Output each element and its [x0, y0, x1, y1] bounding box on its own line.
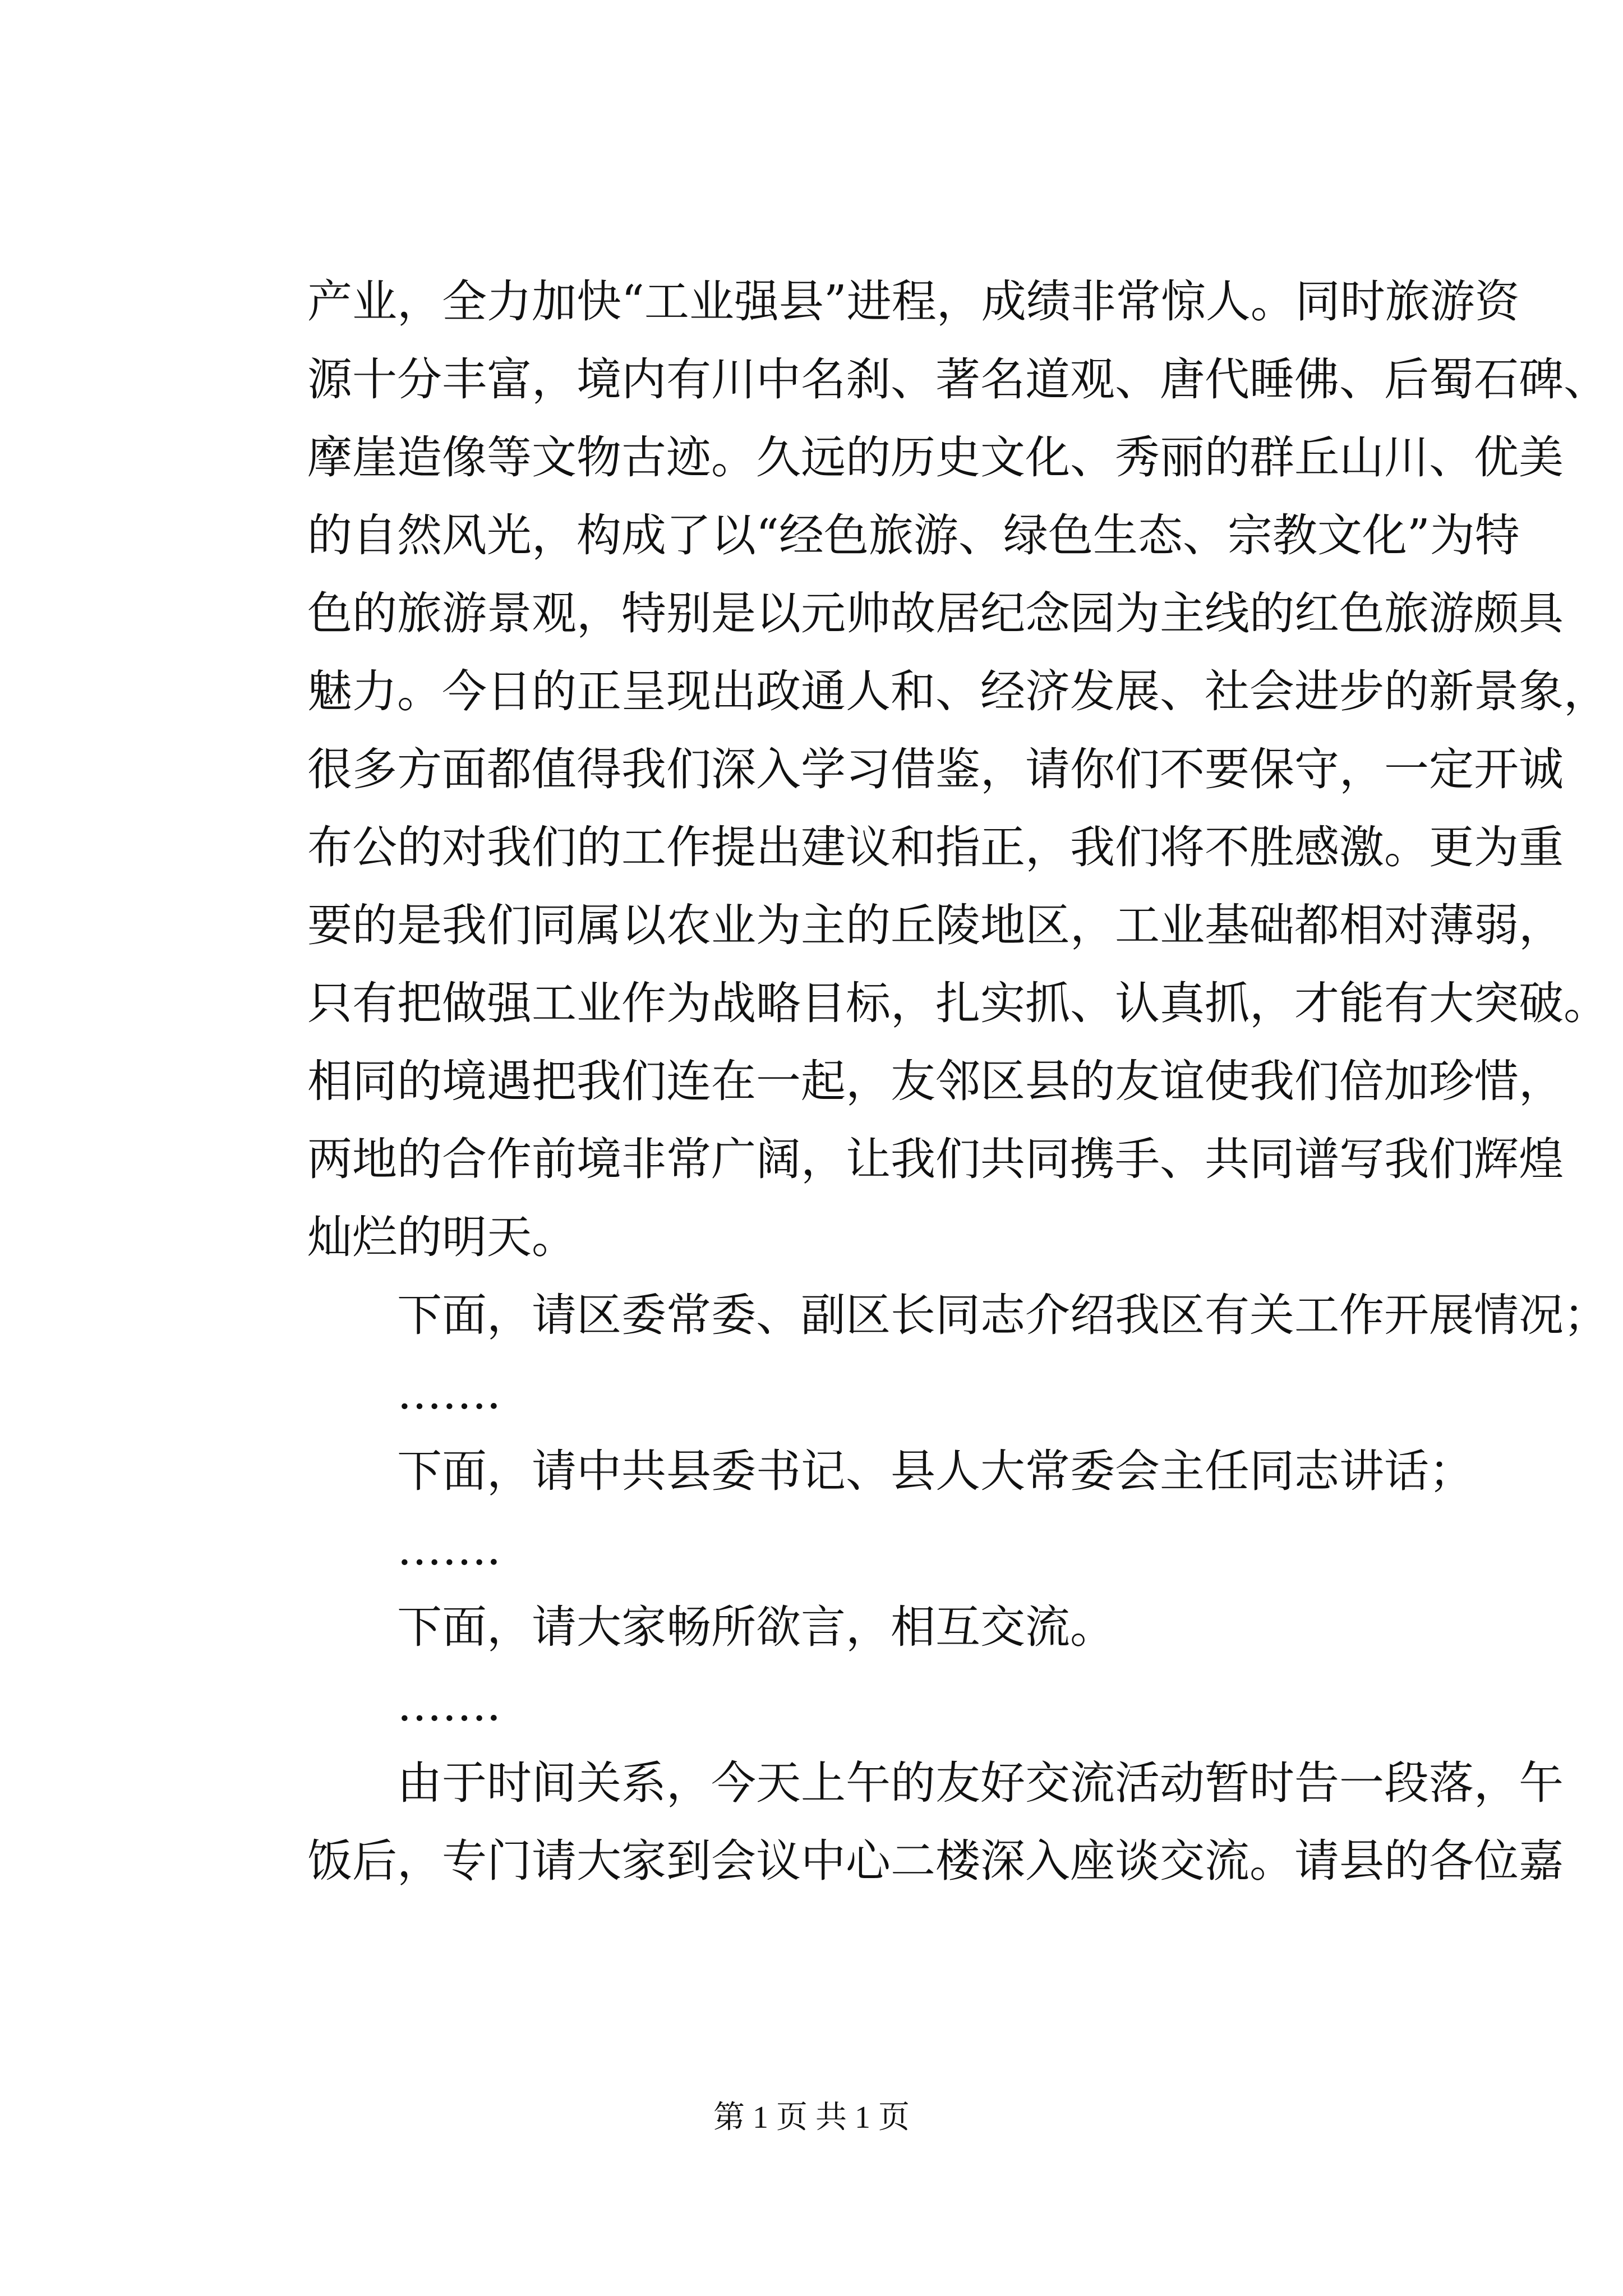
body-line: 布公的对我们的工作提出建议和指正，我们将不胜感激。更为重: [307, 821, 1564, 873]
body-line: 下面，请区委常委、副区长同志介绍我区有关工作开展情况；: [307, 1289, 1608, 1341]
body-line: 下面，请大家畅所欲言，相互交流。: [307, 1601, 1115, 1653]
body-line: 产业，全力加快“工业强县”进程，成绩非常惊人。同时旅游资: [307, 275, 1520, 328]
body-line: 魅力。今日的正呈现出政通人和、经济发展、社会进步的新景象，: [307, 665, 1608, 717]
body-line: 两地的合作前境非常广阔，让我们共同携手、共同谱写我们辉煌: [307, 1133, 1564, 1185]
body-line: 由于时间关系，今天上午的友好交流活动暂时告一段落，午: [307, 1757, 1564, 1809]
body-line: 饭后，专门请大家到会议中心二楼深入座谈交流。请县的各位嘉: [307, 1835, 1564, 1887]
body-line: 源十分丰富，境内有川中名刹、著名道观、唐代睡佛、后蜀石碑、: [307, 353, 1608, 406]
body-line: ……．: [307, 1523, 532, 1575]
body-line: 色的旅游景观，特别是以元帅故居纪念园为主线的红色旅游颇具: [307, 587, 1564, 639]
page-footer: [0, 2098, 1623, 2137]
body-line: 灿烂的明天。: [307, 1211, 577, 1263]
document-body: [307, 263, 1608, 1900]
body-line: 下面，请中共县委书记、县人大常委会主任同志讲话；: [307, 1445, 1474, 1497]
body-line: ……．: [307, 1367, 532, 1419]
body-line: ……．: [307, 1679, 532, 1731]
body-line: 相同的境遇把我们连在一起，友邻区县的友谊使我们倍加珍惜，: [307, 1055, 1564, 1107]
body-line: 的自然风光，构成了以“经色旅游、绿色生态、宗教文化”为特: [307, 509, 1520, 562]
body-line: 摩崖造像等文物古迹。久远的历史文化、秀丽的群丘山川、优美: [307, 431, 1564, 484]
page-number-label: 第 1 页 共 1 页: [713, 2100, 910, 2135]
body-line: 只有把做强工业作为战略目标，扎实抓、认真抓，才能有大突破。: [307, 977, 1608, 1029]
body-line: 要的是我们同属以农业为主的丘陵地区，工业基础都相对薄弱，: [307, 899, 1564, 951]
body-line: 很多方面都值得我们深入学习借鉴，请你们不要保守，一定开诚: [307, 743, 1564, 795]
